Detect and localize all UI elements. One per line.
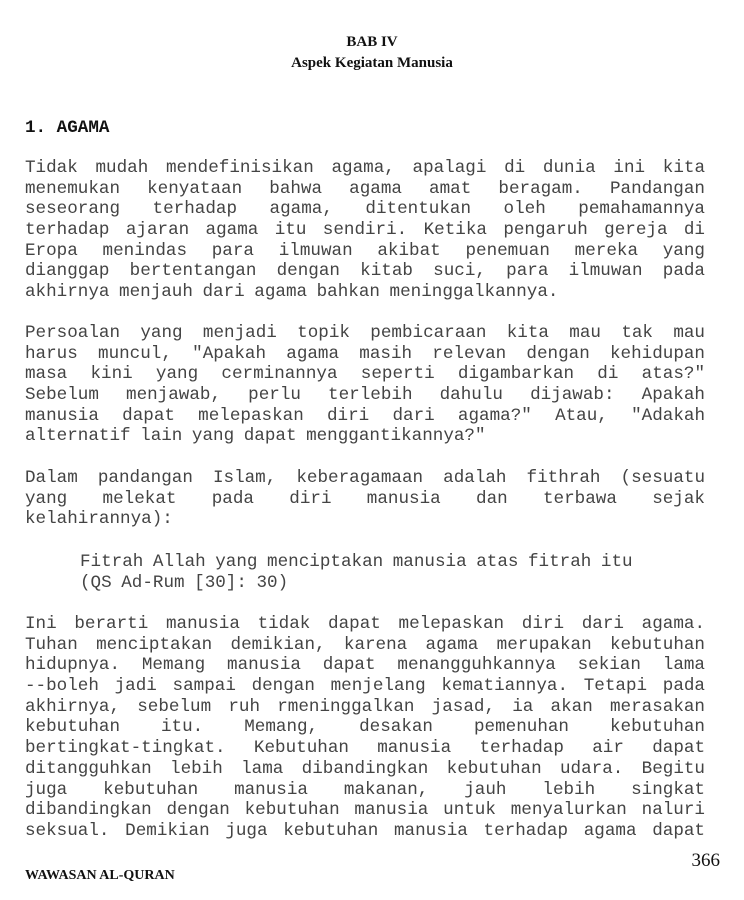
text-line: bertingkat-tingkat. Kebutuhan manusia terhadap air dapat — [25, 738, 705, 759]
text-line: seksual. Demikian juga kebutuhan manusia terhadap agama dapat — [25, 820, 705, 841]
text-line: harus muncul, "Apakah agama masih relevan dengan kehidupan — [25, 343, 705, 364]
quran-quote — [80, 552, 633, 593]
chapter-title: Aspek Kegiatan Manusia — [291, 55, 453, 71]
page-number: 366 — [691, 850, 720, 871]
chapter-number: BAB IV — [346, 34, 398, 50]
text-line: manusia dapat melepaskan diri dari agama?" Atau, "Adakah — [25, 405, 705, 426]
quote-text: Fitrah Allah yang menciptakan manusia atas fitrah itu — [80, 552, 633, 572]
text-line: seseorang terhadap agama, ditentukan oleh pemahamannya — [25, 199, 705, 220]
text-line: alternatif lain yang dapat menggantikannya?" — [25, 426, 486, 447]
text-line: dianggap bertentangan dengan kitab suci, para ilmuwan pada — [25, 261, 705, 282]
text-line: akhirnya menjauh dari agama bahkan meninggalkannya. — [25, 282, 559, 303]
text-line: Tidak mudah mendefinisikan agama, apalagi di dunia ini kita — [25, 158, 705, 178]
text-line: ditangguhkan lebih lama dibandingkan kebutuhan udara. Begitu — [25, 758, 705, 779]
footer-book-title: WAWASAN AL-QURAN — [25, 868, 175, 883]
text-line: Dalam pandangan Islam, keberagamaan adalah fithrah (sesuatu — [25, 468, 705, 488]
text-line: Persoalan yang menjadi topik pembicaraan kita mau tak mau — [25, 323, 705, 343]
section-heading: 1. AGAMA — [25, 118, 110, 138]
text-line: kebutuhan itu. Memang, desakan pemenuhan kebutuhan — [25, 717, 705, 738]
text-line: masa kini yang cerminannya seperti digambarkan di atas?" — [25, 364, 705, 385]
text-line: akhirnya, sebelum ruh rmeninggalkan jasad, ia akan merasakan — [25, 696, 705, 717]
text-line: Eropa menindas para ilmuwan akibat penemuan mereka yang — [25, 240, 705, 261]
text-line: hidupnya. Memang manusia dapat menangguhkannya sekian lama — [25, 655, 705, 676]
text-line: Tuhan menciptakan demikian, karena agama merupakan kebutuhan — [25, 634, 705, 655]
text-line: Ini berarti manusia tidak dapat melepaskan diri dari agama. — [25, 614, 705, 634]
quote-citation: (QS Ad-Rum [30]: 30) — [80, 572, 289, 593]
text-line: --boleh jadi sampai dengan menjelang kematiannya. Tetapi pada — [25, 676, 705, 697]
text-line: juga kebutuhan manusia makanan, jauh lebih singkat — [25, 779, 705, 800]
text-line: kelahirannya): — [25, 509, 173, 530]
paragraph-4 — [25, 614, 705, 842]
paragraph-1 — [25, 158, 705, 303]
paragraph-3 — [25, 468, 705, 530]
paragraph-2 — [25, 323, 705, 447]
text-line: terhadap ajaran agama itu sendiri. Ketika pengaruh gereja di — [25, 220, 705, 241]
text-line: yang melekat pada diri manusia dan terbawa sejak — [25, 488, 705, 509]
text-line: menemukan kenyataan bahwa agama amat beragam. Pandangan — [25, 178, 705, 199]
text-line: dibandingkan dengan kebutuhan manusia untuk menyalurkan naluri — [25, 800, 705, 821]
text-line: Sebelum menjawab, perlu terlebih dahulu dijawab: Apakah — [25, 385, 705, 406]
